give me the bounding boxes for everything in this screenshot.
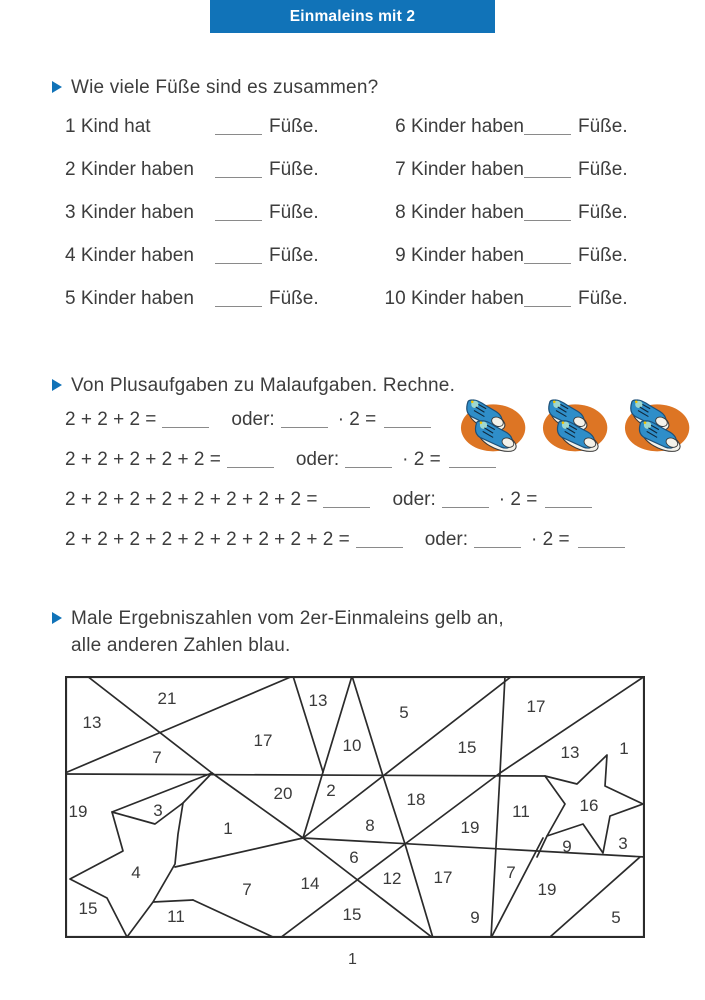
feet-right-row	[370, 245, 628, 288]
coloring-puzzle-canvas[interactable]	[65, 676, 645, 938]
coloring-title-line2: alle anderen Zahlen blau.	[71, 635, 291, 656]
feet-row-suffix: Füße.	[269, 245, 319, 266]
answer-blank[interactable]	[384, 426, 431, 428]
oder-label: oder:	[295, 449, 340, 470]
feet-right-row	[370, 116, 628, 159]
answer-blank[interactable]	[281, 426, 328, 428]
puzzle-number[interactable]: 12	[382, 869, 402, 888]
feet-row-label: 3 Kinder haben	[65, 202, 194, 223]
puzzle-number[interactable]: 18	[406, 790, 426, 809]
puzzle-number[interactable]: 9	[470, 908, 480, 927]
feet-row-suffix: Füße.	[269, 116, 319, 137]
feet-row-suffix: Füße.	[578, 159, 628, 180]
triangle-bullet-icon	[52, 612, 62, 624]
plus-to-times-row	[65, 529, 625, 569]
worksheet-title: Einmaleins mit 2	[289, 7, 416, 25]
puzzle-number[interactable]: 3	[618, 834, 628, 853]
puzzle-number[interactable]: 7	[152, 748, 162, 767]
times-two-label: · 2 =	[402, 449, 441, 470]
feet-left-row	[65, 202, 319, 245]
times-two-label: · 2 =	[498, 489, 538, 510]
answer-blank[interactable]	[578, 546, 625, 548]
answer-blank[interactable]	[524, 219, 571, 221]
feet-row-label: 6 Kinder haben	[395, 116, 524, 137]
feet-right-row	[370, 202, 628, 245]
times-two-label: · 2 =	[337, 409, 377, 430]
feet-row-label: 2 Kinder haben	[65, 159, 194, 180]
sneaker-pair-icon	[454, 392, 534, 462]
answer-blank[interactable]	[524, 262, 571, 264]
section-feet-title	[52, 74, 378, 101]
feet-right-row	[370, 159, 628, 202]
section-coloring-title-text	[71, 605, 504, 659]
feet-row-label: 9 Kinder haben	[395, 245, 524, 266]
puzzle-number[interactable]: 4	[131, 863, 141, 882]
feet-right-row	[370, 288, 628, 331]
feet-row-suffix: Füße.	[269, 288, 319, 309]
puzzle-number[interactable]: 11	[512, 802, 530, 821]
triangle-bullet-icon	[52, 81, 62, 93]
puzzle-number[interactable]: 19	[537, 880, 557, 899]
puzzle-number[interactable]: 7	[242, 880, 252, 899]
answer-blank[interactable]	[215, 219, 262, 221]
answer-blank[interactable]	[524, 305, 571, 307]
puzzle-number[interactable]: 16	[579, 796, 599, 815]
answer-blank[interactable]	[524, 176, 571, 178]
puzzle-number[interactable]: 17	[253, 731, 273, 750]
feet-left-row	[65, 159, 319, 202]
answer-blank[interactable]	[323, 506, 370, 508]
coloring-puzzle[interactable]	[65, 676, 645, 943]
section-plus-title	[52, 372, 455, 399]
feet-row-label: 7 Kinder haben	[395, 159, 524, 180]
feet-row-suffix: Füße.	[578, 202, 628, 223]
answer-blank[interactable]	[215, 133, 262, 135]
oder-label: oder:	[424, 529, 469, 550]
feet-row-suffix: Füße.	[269, 159, 319, 180]
answer-blank[interactable]	[215, 305, 262, 307]
addition-expression: 2 + 2 + 2 =	[65, 409, 157, 430]
answer-blank[interactable]	[227, 466, 274, 468]
addition-expression: 2 + 2 + 2 + 2 + 2 + 2 + 2 + 2 + 2 =	[65, 529, 350, 550]
puzzle-number[interactable]: 15	[457, 738, 477, 757]
feet-row-label: 10 Kinder haben	[384, 288, 524, 309]
coloring-title-line1: Male Ergebniszahlen vom 2er-Einmaleins gelb an,	[71, 608, 504, 629]
answer-blank[interactable]	[162, 426, 209, 428]
puzzle-number[interactable]: 1	[223, 819, 233, 838]
puzzle-number[interactable]: 5	[611, 908, 621, 927]
puzzle-number[interactable]: 17	[433, 868, 453, 887]
times-two-label: · 2 =	[531, 529, 570, 550]
puzzle-number[interactable]: 1	[619, 739, 629, 758]
feet-left-row	[65, 288, 319, 331]
puzzle-number[interactable]: 13	[82, 713, 102, 732]
section-feet-title-text: Wie viele Füße sind es zusammen?	[71, 77, 379, 98]
feet-row-suffix: Füße.	[578, 245, 628, 266]
feet-row-suffix: Füße.	[269, 202, 319, 223]
puzzle-number[interactable]: 8	[365, 816, 375, 835]
puzzle-number[interactable]: 19	[460, 818, 480, 837]
puzzle-number[interactable]: 6	[349, 848, 359, 867]
feet-row-label: 1 Kind hat	[65, 116, 151, 137]
answer-blank[interactable]	[474, 546, 521, 548]
oder-label: oder:	[231, 409, 275, 430]
sneaker-pair-icon	[536, 392, 616, 462]
worksheet-header	[210, 0, 495, 33]
feet-left-row	[65, 245, 319, 288]
section-plus-title-text: Von Plusaufgaben zu Malaufgaben. Rechne.	[71, 375, 456, 396]
puzzle-number[interactable]: 9	[562, 837, 572, 856]
puzzle-number[interactable]: 19	[68, 802, 88, 821]
answer-blank[interactable]	[545, 506, 592, 508]
puzzle-number[interactable]: 15	[78, 899, 98, 918]
answer-blank[interactable]	[215, 262, 262, 264]
puzzle-number[interactable]: 3	[153, 801, 163, 820]
puzzle-number[interactable]: 13	[308, 691, 328, 710]
sneaker-pair-icon	[618, 392, 698, 462]
answer-blank[interactable]	[524, 133, 571, 135]
puzzle-number[interactable]: 20	[273, 784, 293, 803]
triangle-bullet-icon	[52, 379, 62, 391]
puzzle-number[interactable]: 13	[560, 743, 580, 762]
answer-blank[interactable]	[449, 466, 496, 468]
puzzle-number[interactable]: 5	[399, 703, 409, 722]
puzzle-number[interactable]: 11	[167, 907, 185, 926]
puzzle-number[interactable]: 15	[342, 905, 362, 924]
section-coloring-title	[52, 605, 504, 659]
feet-row-suffix: Füße.	[578, 116, 628, 137]
puzzle-number[interactable]: 21	[157, 689, 177, 708]
puzzle-number[interactable]: 10	[342, 736, 362, 755]
page-number: 1	[348, 951, 357, 968]
answer-blank[interactable]	[345, 466, 392, 468]
addition-expression: 2 + 2 + 2 + 2 + 2 =	[65, 449, 221, 470]
feet-left-row	[65, 116, 319, 159]
puzzle-number[interactable]: 14	[300, 874, 320, 893]
feet-row-suffix: Füße.	[578, 288, 628, 309]
feet-row-label: 5 Kinder haben	[65, 288, 194, 309]
feet-rows-right-column	[370, 116, 628, 331]
answer-blank[interactable]	[442, 506, 489, 508]
addition-expression: 2 + 2 + 2 + 2 + 2 + 2 + 2 + 2 =	[65, 489, 318, 510]
puzzle-number[interactable]: 17	[526, 697, 546, 716]
oder-label: oder:	[392, 489, 436, 510]
feet-row-label: 8 Kinder haben	[395, 202, 524, 223]
feet-row-label: 4 Kinder haben	[65, 245, 194, 266]
answer-blank[interactable]	[215, 176, 262, 178]
puzzle-number[interactable]: 2	[326, 781, 336, 800]
sneaker-pairs-illustration	[452, 392, 698, 462]
puzzle-number[interactable]: 7	[506, 863, 516, 882]
plus-to-times-row	[65, 489, 625, 529]
feet-rows-left-column	[65, 116, 319, 331]
answer-blank[interactable]	[356, 546, 403, 548]
